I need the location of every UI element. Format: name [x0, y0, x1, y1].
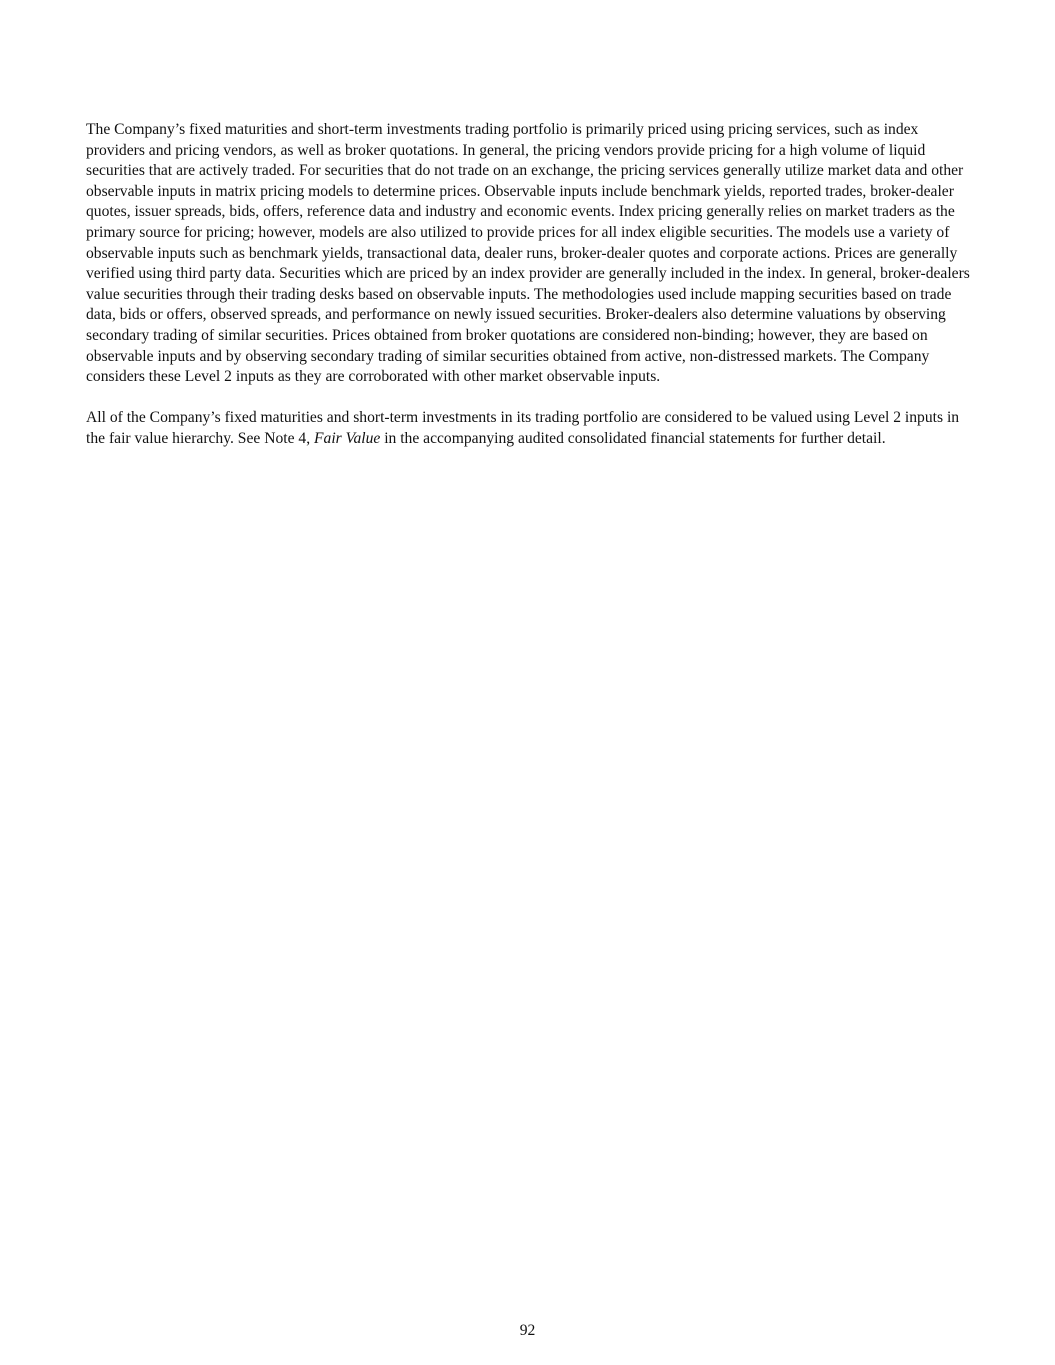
page-number: 92	[519, 1322, 536, 1339]
fair-value-reference: Fair Value	[314, 429, 381, 447]
body-text	[86, 120, 974, 470]
paragraph-level-2-inputs	[86, 408, 974, 449]
paragraph-text-before-italic: All of the Company’s fixed maturities and short-term investments in its trading portfolio are considered to be valued using Level 2 inputs in the fair value hierarchy. See Note 4,	[86, 409, 960, 447]
paragraph-text-after-italic: in the accompanying audited consolidated financial statements for further detail.	[380, 429, 886, 447]
paragraph-pricing-services: The Company’s fixed maturities and short-term investments trading portfolio is primarily priced using pricing services, such as index providers and pricing vendors, as well as broker quotations. In general, the pricing vendors provide pricing for a high volume of liquid securities that are actively traded. For securities that do not trade on an exchange, the pricing services generally utilize market data and other observable inputs in matrix pricing models to determine prices. Observable inputs include benchmark yields, reported trades, broker-dealer quotes, issuer spreads, bids, offers, reference data and industry and economic events. Index pricing generally relies on market traders as the primary source for pricing; however, models are also utilized to provide prices for all index eligible securities. The models use a variety of observable inputs such as benchmark yields, transactional data, dealer runs, broker-dealer quotes and corporate actions. Prices are generally verified using third party data. Securities which are priced by an index provider are generally included in the index. In general, broker-dealers value securities through their trading desks based on observable inputs. The methodologies used include mapping securities based on trade data, bids or offers, observed spreads, and performance on newly issued securities. Broker-dealers also determine valuations by observing secondary trading of similar securities. Prices obtained from broker quotations are considered non-binding; however, they are based on observable inputs and by observing secondary trading of similar securities obtained from active, non-distressed markets. The Company considers these Level 2 inputs as they are corroborated with other market observable inputs.	[86, 121, 970, 386]
